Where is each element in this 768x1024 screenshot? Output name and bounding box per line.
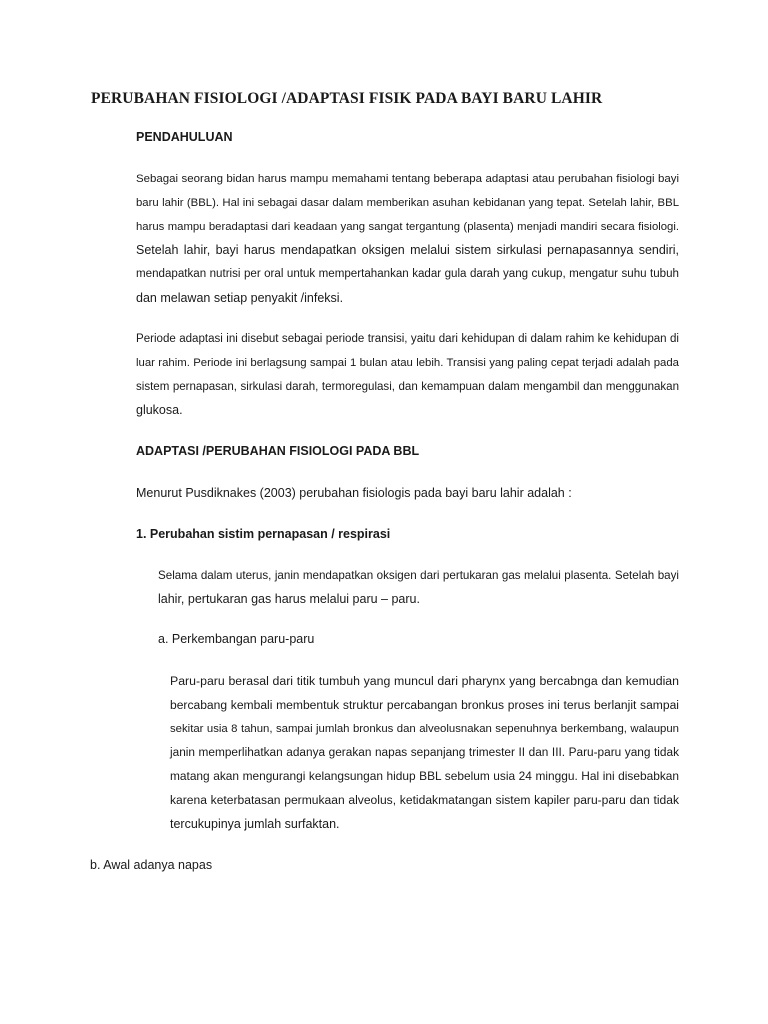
text-line: Paru-paru berasal dari titik tumbuh yang muncul dari pharynx yang bercabnga dan kemudian [170, 674, 679, 688]
text-line: glukosa. [136, 403, 183, 418]
text-line: matang akan mengurangi kelangsungan hidup BBL sebelum usia 24 minggu. Hal ini disebabkan [170, 769, 679, 784]
text-line: bercabang kembali membentuk struktur percabangan bronkus proses ini terus berlanjit sampai [170, 697, 679, 712]
text-line: Sebagai seorang bidan harus mampu memahami tentang beberapa adaptasi atau perubahan fisiologi bayi [136, 173, 679, 185]
section-heading-adaptasi: ADAPTASI /PERUBAHAN FISIOLOGI PADA BBL [136, 444, 420, 458]
text-line: baru lahir (BBL). Hal ini sebagai dasar dalam memberikan asuhan kebidanan yang tepat. Setelah lahir, BBL [136, 196, 679, 209]
item-a-label: a. Perkembangan paru-paru [158, 632, 315, 646]
text-line: Setelah lahir, bayi harus mendapatkan oksigen melalui sistem sirkulasi pernapasannya sendiri, [136, 243, 679, 258]
text-line: sistem pernapasan, sirkulasi darah, termoregulasi, dan kemampuan dalam mengambil dan menggunakan [136, 380, 679, 393]
text-line: mendapatkan nutrisi per oral untuk mempertahankan kadar gula darah yang cukup, mengatur suhu tubuh [136, 268, 679, 281]
text-line: luar rahim. Periode ini berlagsung sampai 1 bulan atau lebih. Transisi yang paling cepat terjadi adalah pada [136, 356, 679, 369]
item-b-label: b. Awal adanya napas [90, 858, 213, 872]
intro-paragraph-2 [136, 328, 679, 423]
section-heading-pendahuluan: PENDAHULUAN [136, 130, 233, 144]
text-line: tercukupinya jumlah surfaktan. [170, 816, 340, 831]
text-line: janin memperlihatkan adanya gerakan napas sepanjang trimester II dan III. Paru-paru yang tidak [170, 745, 679, 760]
subsection-heading-respirasi: 1. Perubahan sistim pernapasan / respirasi [136, 527, 391, 541]
text-line: karena keterbatasan permukaan alveolus, ketidakmatangan sistem kapiler paru-paru dan tidak [170, 792, 679, 807]
text-line: Selama dalam uterus, janin mendapatkan oksigen dari pertukaran gas melalui plasenta. Setelah bayi [158, 569, 679, 582]
text-line: harus mampu beradaptasi dari keadaan yang sangat tergantung (plasenta) menjadi mandiri secara fisiologi. [136, 220, 679, 233]
text-line: dan melawan setiap penyakit /infeksi. [136, 290, 344, 305]
item-a-paragraph [170, 670, 679, 837]
text-line: Periode adaptasi ini disebut sebagai periode transisi, yaitu dari kehidupan di dalam rahim ke kehidupan di [136, 333, 679, 345]
intro-paragraph-1 [136, 168, 679, 311]
text-line: sekitar usia 8 tahun, sampai jumlah bronkus dan alveolusnakan sepenuhnya berkembang, walaupun [170, 722, 679, 735]
adaptation-intro-text: Menurut Pusdiknakes (2003) perubahan fisiologis pada bayi baru lahir adalah : [136, 486, 572, 500]
respirasi-paragraph [158, 564, 679, 612]
text-line: lahir, pertukaran gas harus melalui paru – paru. [158, 591, 420, 606]
document-title: PERUBAHAN FISIOLOGI /ADAPTASI FISIK PADA BAYI BARU LAHIR [91, 90, 603, 107]
